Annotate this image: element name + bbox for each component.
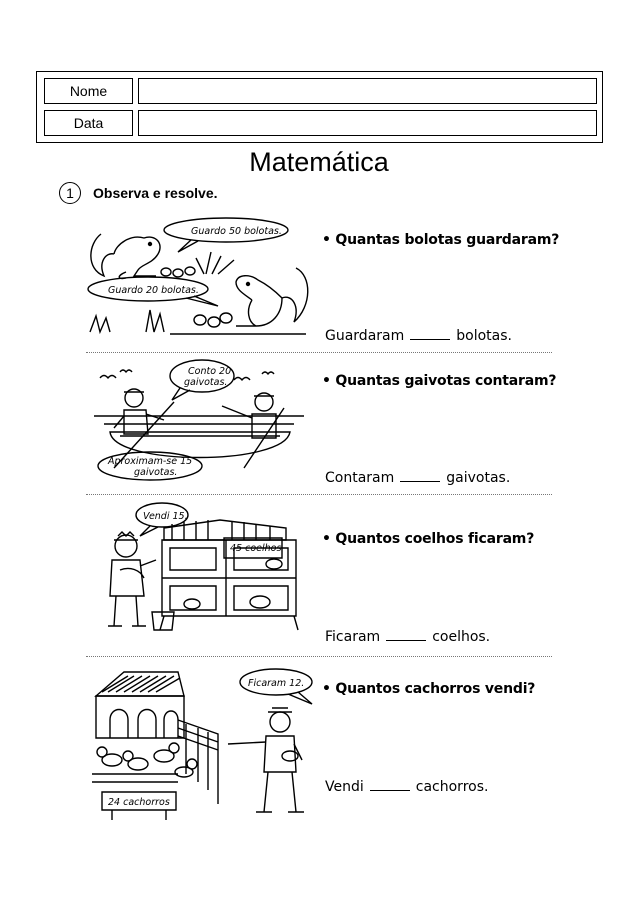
bubble-text: Ficaram 12.: [248, 678, 305, 689]
answer-blank[interactable]: [400, 467, 440, 482]
bubble-text: Aproximam-se 15: [108, 456, 193, 467]
date-label: Data: [44, 110, 133, 136]
answer-line: [325, 467, 510, 488]
dogs-illustration: [88, 664, 318, 824]
question-text: • Quantos cachorros vendi?: [322, 681, 536, 697]
question-text: • Quantas gaivotas contaram?: [322, 373, 557, 389]
exercise-instruction: Observa e resolve.: [93, 185, 218, 201]
rabbits-illustration: [100, 500, 310, 634]
answer-suffix: cachorros.: [415, 779, 489, 795]
answer-prefix: Ficaram: [325, 629, 381, 645]
bubble-text: Vendi 15.: [143, 511, 188, 522]
bubble-text: 24 cachorros: [108, 797, 170, 808]
answer-suffix: coelhos.: [432, 629, 491, 645]
divider: [86, 656, 552, 657]
answer-blank[interactable]: [386, 626, 426, 641]
divider: [86, 494, 552, 495]
answer-line: [325, 776, 488, 797]
boat-illustration: [94, 358, 304, 484]
bubble-text: gaivotas.: [134, 467, 178, 478]
divider: [86, 352, 552, 353]
name-label: Nome: [44, 78, 133, 104]
answer-blank[interactable]: [370, 776, 410, 791]
student-info-box: [36, 71, 603, 143]
bubble-text: Guardo 20 bolotas.: [108, 285, 199, 296]
question-text: • Quantas bolotas guardaram?: [322, 232, 560, 248]
name-field[interactable]: [138, 78, 597, 104]
bubble-text: Guardo 50 bolotas.: [191, 226, 282, 237]
answer-prefix: Guardaram: [325, 328, 405, 344]
answer-blank[interactable]: [410, 325, 450, 340]
exercise-number: 1: [59, 182, 81, 204]
page-title: Matemática: [249, 147, 389, 177]
answer-suffix: bolotas.: [456, 328, 512, 344]
answer-suffix: gaivotas.: [446, 470, 511, 486]
answer-prefix: Vendi: [325, 779, 364, 795]
bubble-text: 45 coelhos: [230, 543, 282, 554]
bubble-text: Conto 20: [188, 366, 232, 377]
answer-line: [325, 626, 490, 647]
question-text: • Quantos coelhos ficaram?: [322, 531, 535, 547]
bubble-text: gaivotas.: [184, 377, 228, 388]
squirrels-illustration: [86, 214, 316, 344]
answer-prefix: Contaram: [325, 470, 395, 486]
date-field[interactable]: [138, 110, 597, 136]
answer-line: [325, 325, 512, 346]
